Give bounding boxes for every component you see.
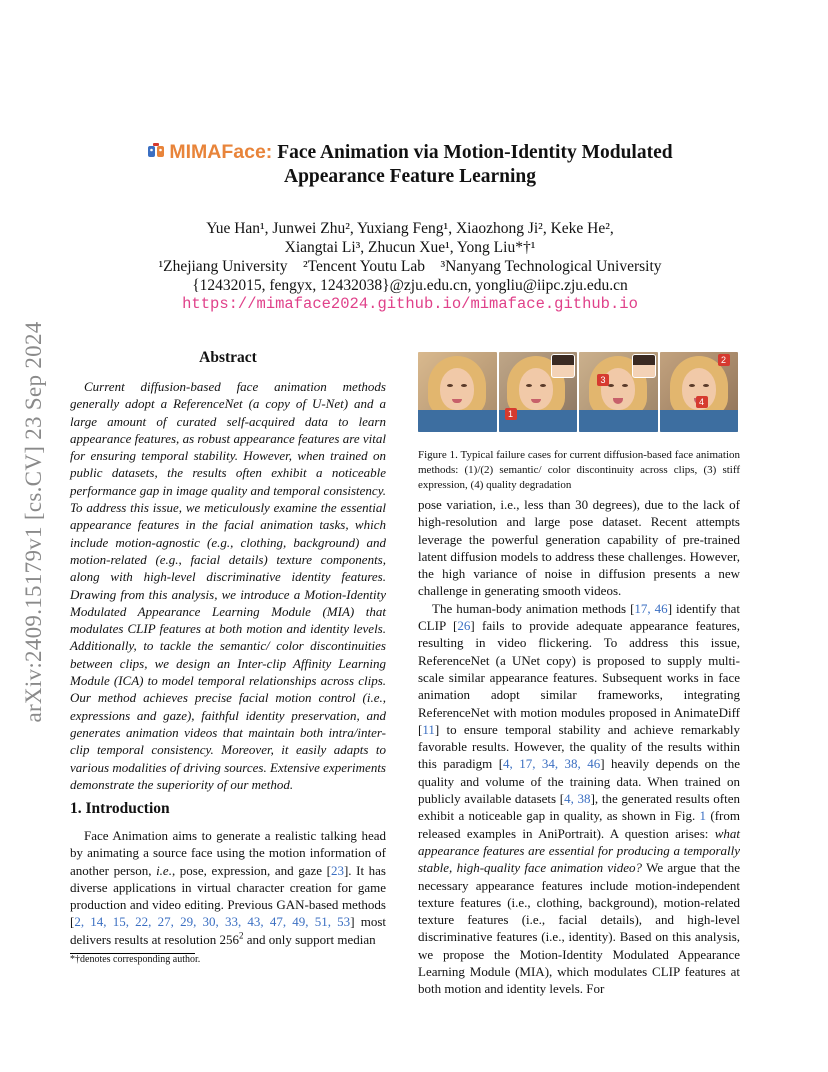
mimaface-logo-icon bbox=[147, 142, 165, 160]
driving-face-inset bbox=[551, 354, 575, 378]
introduction-paragraph bbox=[70, 827, 386, 948]
title-text-1: Face Animation via Motion-Identity Modulated bbox=[277, 142, 673, 163]
paper-title bbox=[80, 140, 740, 189]
body-text: ] heavily depends on the quality and volume of the training data. When trained on publicly available datasets [ bbox=[418, 756, 740, 807]
affiliations: ¹Zhejiang University ²Tencent Youtu Lab ³Nanyang Technological University bbox=[158, 258, 662, 275]
brand-name: MIMAFace: bbox=[169, 141, 273, 163]
failure-tag: 3 bbox=[597, 374, 609, 386]
figure-ref-link[interactable]: 1 bbox=[699, 808, 707, 824]
body-text: ] fails to provide adequate appearance features, resulting in video flickering. To address this issue, ReferenceNet (a UNet copy) is proposed to supply multi-scale similar appearance features. Subsequent works in face animation adopt similar frameworks, integrating ReferenceNet with motion modules proposed in AnimateDiff [ bbox=[418, 618, 740, 737]
failure-tag: 1 bbox=[505, 408, 517, 420]
failure-tag: 4 bbox=[696, 396, 708, 408]
paragraph-human-body bbox=[418, 600, 740, 998]
resolution-superscript: 2 bbox=[238, 930, 244, 941]
emails: {12432015, fengyx, 12432038}@zju.edu.cn, yongliu@iipc.zju.edu.cn bbox=[192, 277, 628, 294]
body-text: ] identify that CLIP [ bbox=[418, 600, 740, 634]
paragraph-continued: pose variation, i.e., less than 30 degrees), due to the lack of high-resolution and large pose dataset. Recent attempts leverage the powerful generation capability of pre-trained latent diffusion models to address these challenges. However, the high variance of noise in diffusion presents a new challenge in generating smooth videos. bbox=[418, 497, 740, 599]
citation-link[interactable]: 17, 46 bbox=[634, 600, 668, 616]
figure-panel-1 bbox=[418, 352, 497, 432]
figure-panel-4 bbox=[660, 352, 739, 432]
body-text: The human-body animation methods [ bbox=[432, 600, 635, 616]
figure-1 bbox=[418, 352, 738, 432]
citation-link[interactable]: 26 bbox=[457, 618, 471, 634]
arxiv-identifier: arXiv:2409.15179v1 [cs.CV] 23 Sep 2024 bbox=[21, 321, 46, 723]
author-block bbox=[80, 219, 740, 314]
arxiv-side-stamp bbox=[14, 312, 54, 732]
intro-text: ]. It has diverse applications in virtual character creation for game production and video editing. Previous GAN-based methods [ bbox=[70, 862, 386, 930]
body-text: (from released examples in AniPortrait). A question arises: bbox=[418, 808, 740, 841]
introduction-heading: 1. Introduction bbox=[70, 800, 170, 817]
intro-text: and only support median bbox=[243, 931, 376, 947]
figure-panel-2 bbox=[499, 352, 578, 432]
body-text: ], the generated results often exhibit a noticeable gap in quality, as shown in Fig. bbox=[418, 791, 740, 824]
title-line-1 bbox=[80, 140, 740, 165]
intro-text: Face Animation aims to generate a realistic talking head by animating a source face using the motion information of another person, bbox=[70, 828, 386, 878]
author-list-1: Yue Han¹, Junwei Zhu², Yuxiang Feng¹, Xiaozhong Ji², Keke He², bbox=[206, 220, 614, 237]
citation-link[interactable]: 2, 14, 15, 22, 27, 29, 30, 33, 43, 47, 49, 51, 53 bbox=[74, 914, 351, 930]
project-url-link[interactable]: https://mimaface2024.github.io/mimaface.github.io bbox=[182, 295, 638, 313]
title-line-2: Appearance Feature Learning bbox=[283, 166, 537, 187]
citation-link[interactable]: 4, 38 bbox=[564, 791, 591, 807]
intro-ie: i.e. bbox=[156, 862, 172, 878]
intro-text: ] most delivers results at resolution 256 bbox=[70, 914, 386, 947]
intro-text: , pose, expression, and gaze [ bbox=[171, 862, 331, 878]
citation-link[interactable]: 23 bbox=[330, 862, 344, 878]
body-text: ] to ensure temporal stability and achieve remarkably favorable results. However, the quality of the results within this paradigm [ bbox=[418, 721, 740, 772]
research-question: what appearance features are essential for producing a temporally stable, high-quality face animation video? bbox=[418, 825, 740, 876]
failure-tag: 2 bbox=[718, 354, 730, 366]
figure-caption: Figure 1. Typical failure cases for current diffusion-based face animation methods: (1)/(2) semantic/ color discontinuity across clips, (3) stiff expression, (4) quality degradation bbox=[418, 449, 740, 491]
abstract-heading: Abstract bbox=[199, 349, 257, 366]
citation-link[interactable]: 11 bbox=[422, 721, 435, 737]
author-list-2: Xiangtai Li³, Zhucun Xue¹, Yong Liu*†¹ bbox=[284, 239, 536, 256]
right-column-text bbox=[418, 496, 740, 998]
abstract-text: Current diffusion-based face animation methods generally adopt a ReferenceNet (a copy of U-Net) and a large amount of curated self-acquired data to learn appearance features, as robust appearance features are vital for ensuring temporal stability. However, when trained on public datasets, the results often exhibit a noticeable performance gap in image quality and temporal consistency. To address this issue, we meticulously examine the essential appearance features in the facial animation tasks, which include motion-agnostic (e.g., clothing, background) and motion-related (e.g., facial details) texture components, along with high-level discriminative identity features. Drawing from this analysis, we introduce a Motion-Identity Modulated Appearance Learning Module (MIA) that modulates CLIP features at both motion and identity levels. Additionally, to tackle the semantic/ color discontinuities between clips, we design an Inter-clip Affinity Learning Module (ICA) to model temporal relationships across clips. Our method achieves precise facial motion control (i.e., expressions and gaze), faithful identity preservation, and generates animation videos that maintain both intra/inter-clip temporal consistency. Moreover, it easily adapts to various modalities of driving sources. Extensive experiments demonstrate the superiority of our method. bbox=[70, 379, 386, 792]
figure-panel-3 bbox=[579, 352, 658, 432]
driving-face-inset bbox=[632, 354, 656, 378]
footnote: *†denotes corresponding author. bbox=[70, 954, 201, 965]
citation-link[interactable]: 4, 17, 34, 38, 46 bbox=[503, 756, 601, 772]
body-text: We argue that the necessary appearance features include motion-independent texture features (i.e., clothing, background), motion-related texture features (i.e., facial details), and high-level discriminative features (i.e., identity). Based on this analysis, we propose the Motion-Identity Modulated Appearance Learning Module (MIA), which modulates CLIP features at both motion and identity levels. For bbox=[418, 860, 740, 997]
